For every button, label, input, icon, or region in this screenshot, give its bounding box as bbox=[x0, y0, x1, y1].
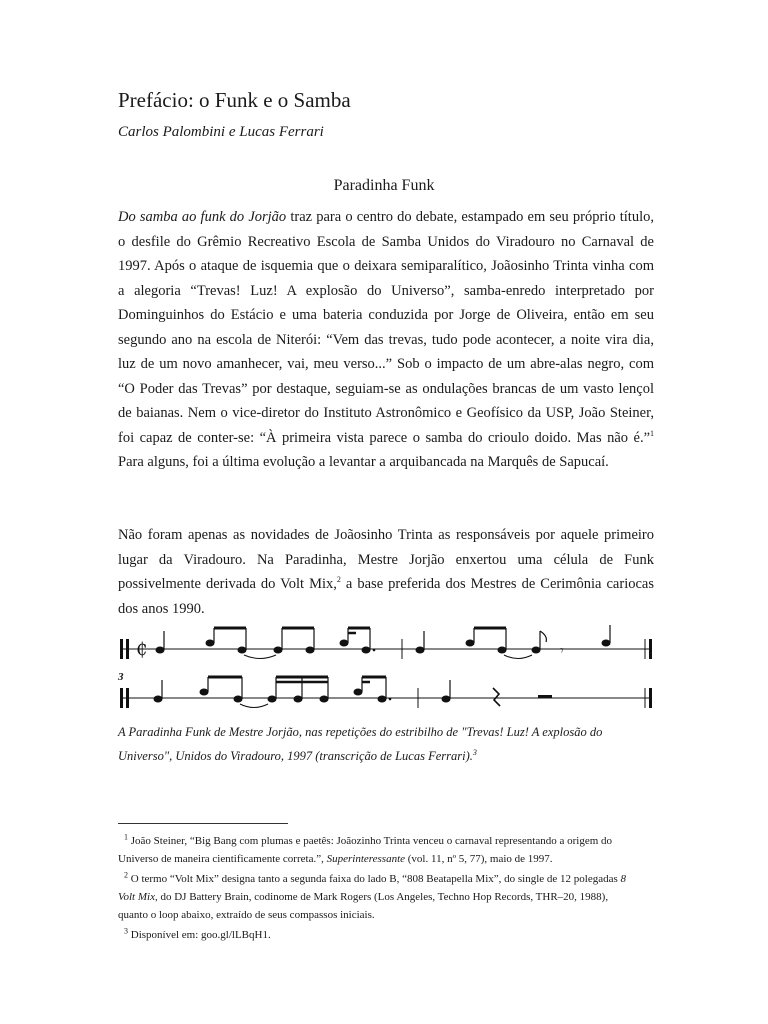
paragraph-1-text-b: Para alguns, foi a última evolução a levantar a arquibancada na Marquês de Sapucaí. bbox=[118, 454, 609, 470]
footnote-number: 3 bbox=[124, 926, 128, 936]
footnote-3 bbox=[118, 926, 638, 944]
footnote-text[interactable]: Disponível em: goo.gl/lLBqH1. bbox=[128, 929, 271, 941]
authors: Carlos Palombini e Lucas Ferrari bbox=[118, 124, 324, 140]
svg-text:𝄾: 𝄾 bbox=[560, 643, 564, 659]
page-title: Prefácio: o Funk e o Samba bbox=[118, 88, 351, 112]
caption-text: A Paradinha Funk de Mestre Jorjão, nas repetições do estribilho de "Trevas! Luz! A explosão do Universo", Unidos do Viradouro, 1997 (transcrição de Lucas Ferrari). bbox=[118, 725, 603, 763]
paragraph-1-text-a: traz para o centro do debate, estampado em seu próprio título, o desfile do Grêmio Recreativo Escola de Samba Unidos do Viradouro no Carnaval de 1997. Após o ataque de isquemia que o deixara semiparalítico, Joãosinho Trinta vinha com a alegoria “Trevas! Luz! A explosão do Universo”, samba-enredo interpretado por Dominguinhos do Estácio e uma bateria conduzida por Jorge de Oliveira, então em seu segundo ano na escola de Niterói: “Vem das trevas, tudo pode acontecer, a noite vira dia, luz de um novo amanhecer, vai, meu verso...” Sob o impacto de um abre-alas negro, com “O Poder das Trevas” por destaque, seguiam-se as ondulações brancas de um vasto lençol de baianas. Nem o vice-diretor do Instituto Astronômico e Geofísico da USP, João Steiner, foi capaz de conter-se: “À primeira vista parece o samba do crioulo doido. Mas não é.” bbox=[118, 209, 654, 446]
book-title: Do samba ao funk do Jorjão bbox=[118, 209, 287, 225]
footnote-ref-2[interactable]: 2 bbox=[336, 575, 341, 585]
music-score bbox=[112, 622, 660, 722]
paragraph-2 bbox=[118, 523, 654, 621]
paragraph-2-text-a: Não foram apenas as novidades de Joãosinho Trinta as responsáveis por aquele primeiro lugar da Viradouro. Na Paradinha, Mestre Jorjão enxertou uma célula de Funk possivelmente derivada do Volt Mix, bbox=[118, 527, 654, 592]
footnote-ref-3[interactable]: 3 bbox=[472, 747, 477, 757]
footnote-italic: 8 Volt Mix bbox=[118, 873, 627, 903]
footnote-text: (vol. 11, nº 5, 77), maio de 1997. bbox=[405, 853, 553, 865]
cut-time-signature: ₵ bbox=[136, 639, 148, 660]
footnote-text: O termo “Volt Mix” designa tanto a segunda faixa do lado B, “808 Beatapella Mix”, do single de 12 polegadas bbox=[128, 873, 621, 885]
footnote-2 bbox=[118, 870, 638, 924]
footnote-number: 2 bbox=[124, 870, 128, 880]
staff-system-2 bbox=[120, 677, 652, 708]
measure-number: 3 bbox=[118, 671, 124, 683]
footnote-italic: Superinteressante bbox=[326, 853, 406, 865]
footnote-1 bbox=[118, 832, 638, 868]
staff-system-1 bbox=[120, 625, 652, 660]
footnote-text: , do DJ Battery Brain, codinome de Mark Rogers (Los Angeles, Techno Hop Records, THR–20, 1988), quanto o loop abaixo, extraído de seus compassos iniciais. bbox=[118, 891, 609, 921]
footnote-ref-1[interactable]: 1 bbox=[650, 428, 654, 438]
footnotes bbox=[118, 832, 638, 946]
paragraph-1 bbox=[118, 205, 654, 475]
footnote-text: João Steiner, “Big Bang com plumas e paetês: Joãozinho Trinta venceu o carnaval representando a origem do Universo de maneira cientificamente correta.”, bbox=[118, 835, 613, 865]
footnote-divider bbox=[118, 823, 288, 824]
paragraph-2-text-b: a base preferida dos Mestres de Cerimônia cariocas dos anos 1990. bbox=[118, 576, 654, 617]
figure-caption bbox=[118, 720, 658, 768]
section-title: Paradinha Funk bbox=[333, 177, 435, 194]
footnote-number: 1 bbox=[124, 832, 128, 842]
